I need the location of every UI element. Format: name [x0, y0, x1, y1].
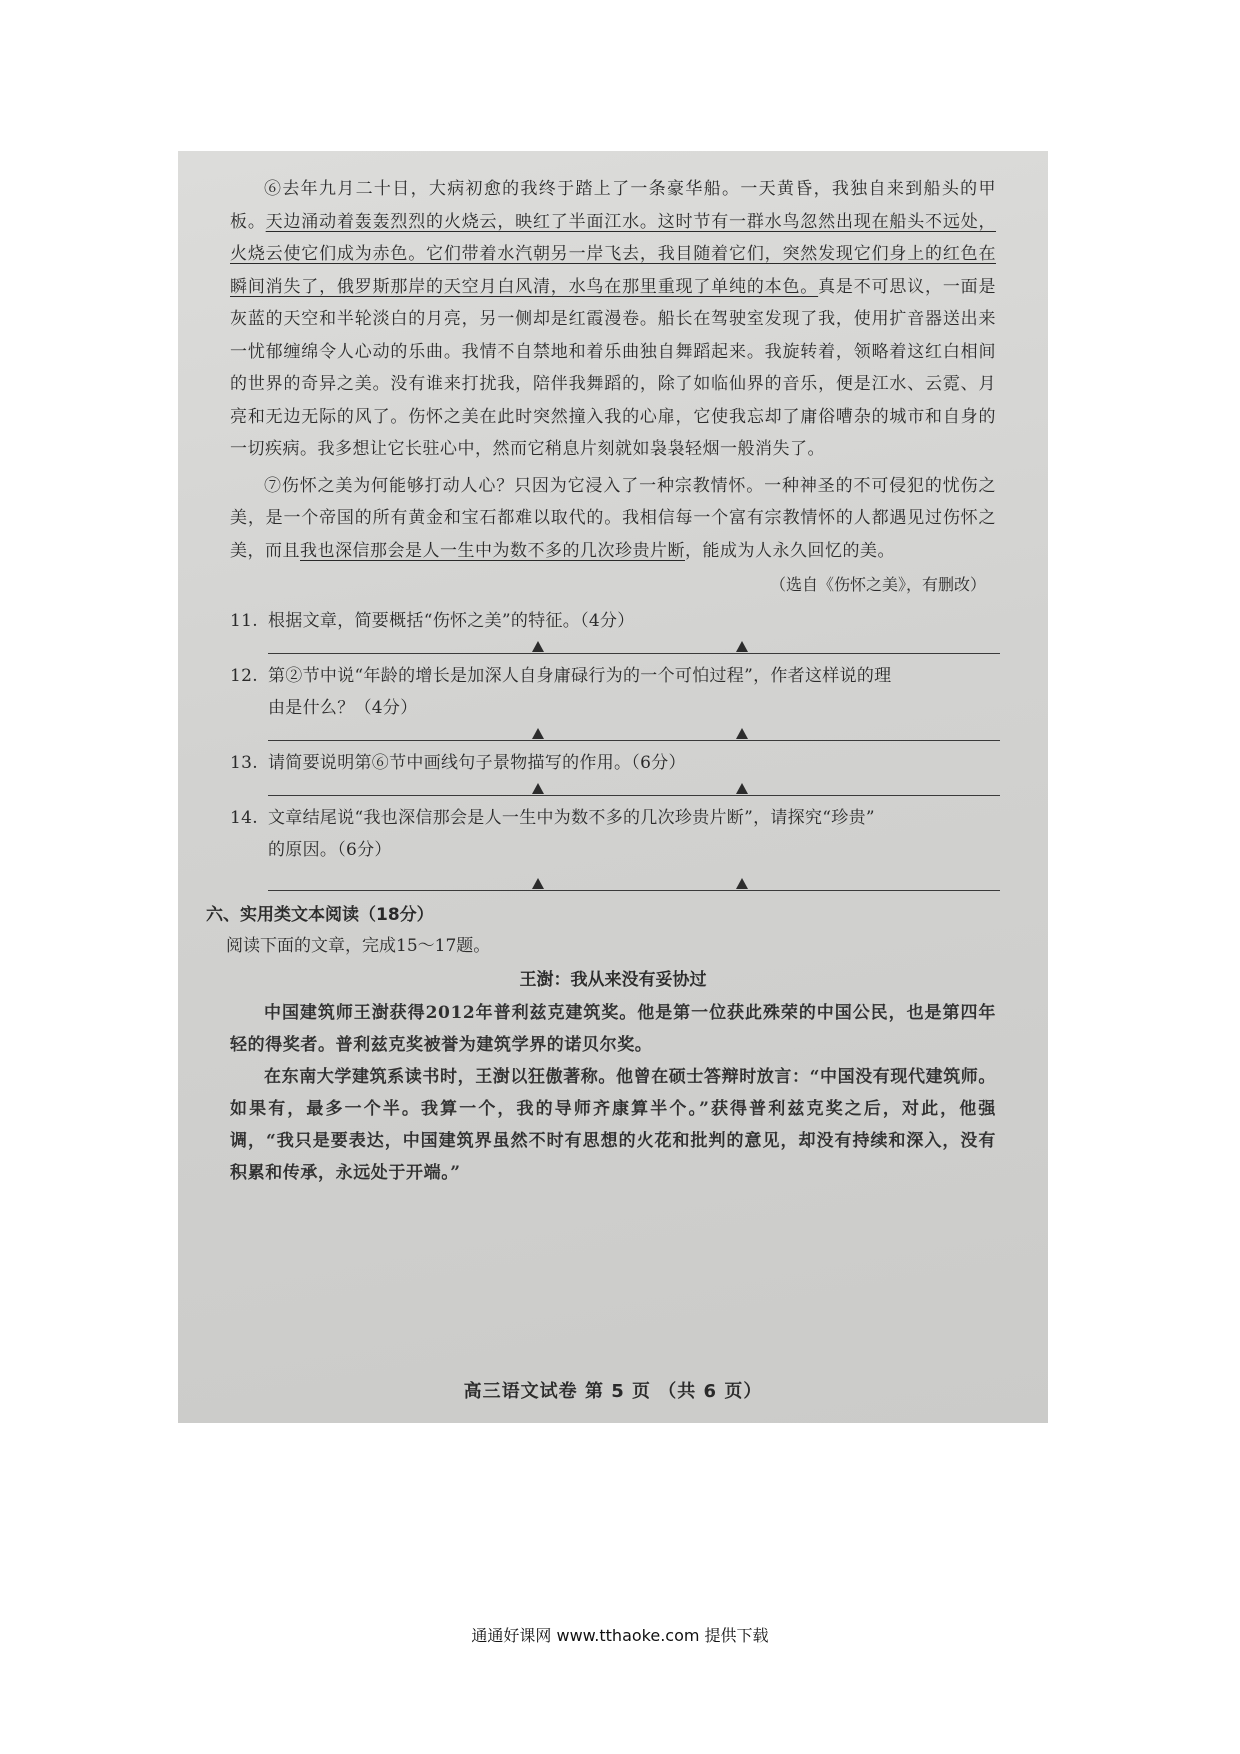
article-title: 王澍：我从来没有妥协过 — [519, 970, 707, 990]
answer-mark-icon — [736, 641, 748, 652]
answer-mark-icon — [532, 728, 544, 739]
answer-mark-icon — [736, 878, 748, 889]
question-13 — [230, 747, 996, 796]
download-note: 通通好课网 www.tthaoke.com 提供下载 — [471, 1626, 769, 1645]
question-text-continued: 的原因。（6分） — [268, 840, 392, 860]
article-paragraph-1: 中国建筑师王澍获得2012年普利兹克建筑奖。他是第一位获此殊荣的中国公民，也是第四年轻的得奖者。普利兹克奖被誉为建筑学界的诺贝尔奖。 — [230, 1003, 996, 1055]
answer-mark-icon — [736, 728, 748, 739]
article-paragraph-2: 在东南大学建筑系读书时，王澍以狂傲著称。他曾在硕士答辩时放言：“中国没有现代建筑师。如果有，最多一个半。我算一个，我的导师齐康算半个。”获得普利兹克奖之后，对此，他强调，“我只是要表达，中国建筑界虽然不时有思想的火花和批判的意见，却没有持续和深入，没有积累和传承，永远处于开端。” — [230, 1067, 996, 1183]
question-11 — [230, 605, 996, 654]
section-6-instructions: 阅读下面的文章，完成15～17题。 — [226, 936, 491, 956]
answer-line — [268, 781, 1000, 796]
paragraph-7 — [230, 470, 996, 568]
answer-line — [268, 726, 1000, 741]
question-number: 14. — [230, 808, 258, 828]
paragraph-6-intro: ⑥去年九月二十日，大病初愈的我终于踏上了一条豪华船。一天黄昏，我独自来到船头的甲板。 — [230, 179, 996, 232]
question-text: 第②节中说“年龄的增长是加深人自身庸碌行为的一个可怕过程”，作者这样说的理 — [268, 666, 892, 686]
source-citation: （选自《伤怀之美》，有删改） — [769, 575, 986, 594]
underlined-sentence-2: 我也深信那会是人一生中为数不多的几次珍贵片断 — [300, 540, 685, 561]
question-number: 13. — [230, 753, 258, 773]
paragraph-7-rest: ，能成为人永久回忆的美。 — [685, 540, 895, 561]
scanned-exam-page — [178, 151, 1048, 1423]
answer-mark-icon — [532, 878, 544, 889]
answer-line — [268, 639, 1000, 654]
question-text: 文章结尾说“我也深信那会是人一生中为数不多的几次珍贵片断”，请探究“珍贵” — [268, 808, 875, 828]
question-14 — [230, 802, 996, 891]
answer-mark-icon — [532, 641, 544, 652]
question-text-continued: 由是什么？（4分） — [268, 698, 418, 718]
question-number: 12. — [230, 666, 258, 686]
underlined-sentence: 天边涌动着轰轰烈烈的火烧云，映红了半面江水。这时节有一群水鸟忽然出现在船头不远处，火烧云使它们成为赤色。它们带着水汽朝另一岸飞去，我目随着它们，突然发现它们身上的红色在瞬间消失了，俄罗斯那岸的天空月白风清，水鸟在那里重现了单纯的本色。 — [230, 211, 997, 297]
answer-mark-icon — [532, 783, 544, 794]
question-text: 请简要说明第⑥节中画线句子景物描写的作用。（6分） — [268, 753, 686, 773]
page-footer: 高三语文试卷 第 5 页 （共 6 页） — [463, 1381, 763, 1402]
paragraph-6 — [230, 173, 996, 466]
question-text: 根据文章，简要概括“伤怀之美”的特征。（4分） — [268, 611, 635, 631]
answer-mark-icon — [736, 783, 748, 794]
answer-line — [268, 876, 1000, 891]
section-6-title: 六、实用类文本阅读（18分） — [206, 905, 434, 925]
question-number: 11. — [230, 611, 258, 631]
paragraph-6-rest: 真是不可思议，一面是灰蓝的天空和半轮淡白的月亮，另一侧却是红霞漫卷。船长在驾驶室发现了我，使用扩音器送出来一忧郁缠绵令人心动的乐曲。我情不自禁地和着乐曲独自舞蹈起来。我旋转着，领略着这红白相间的世界的奇异之美。没有谁来打扰我，陪伴我舞蹈的，除了如临仙界的音乐，便是江水、云霓、月亮和无边无际的风了。伤怀之美在此时突然撞入我的心扉，它使我忘却了庸俗嘈杂的城市和自身的一切疾病。我多想让它长驻心中，然而它稍息片刻就如袅袅轻烟一般消失了。 — [230, 276, 997, 459]
question-12 — [230, 660, 996, 741]
paragraph-7-intro: ⑦伤怀之美为何能够打动人心？只因为它浸入了一种宗教情怀。一种神圣的不可侵犯的忧伤之美，是一个帝国的所有黄金和宝石都难以取代的。我相信每一个富有宗教情怀的人都遇见过伤怀之美，而且 — [230, 475, 996, 561]
